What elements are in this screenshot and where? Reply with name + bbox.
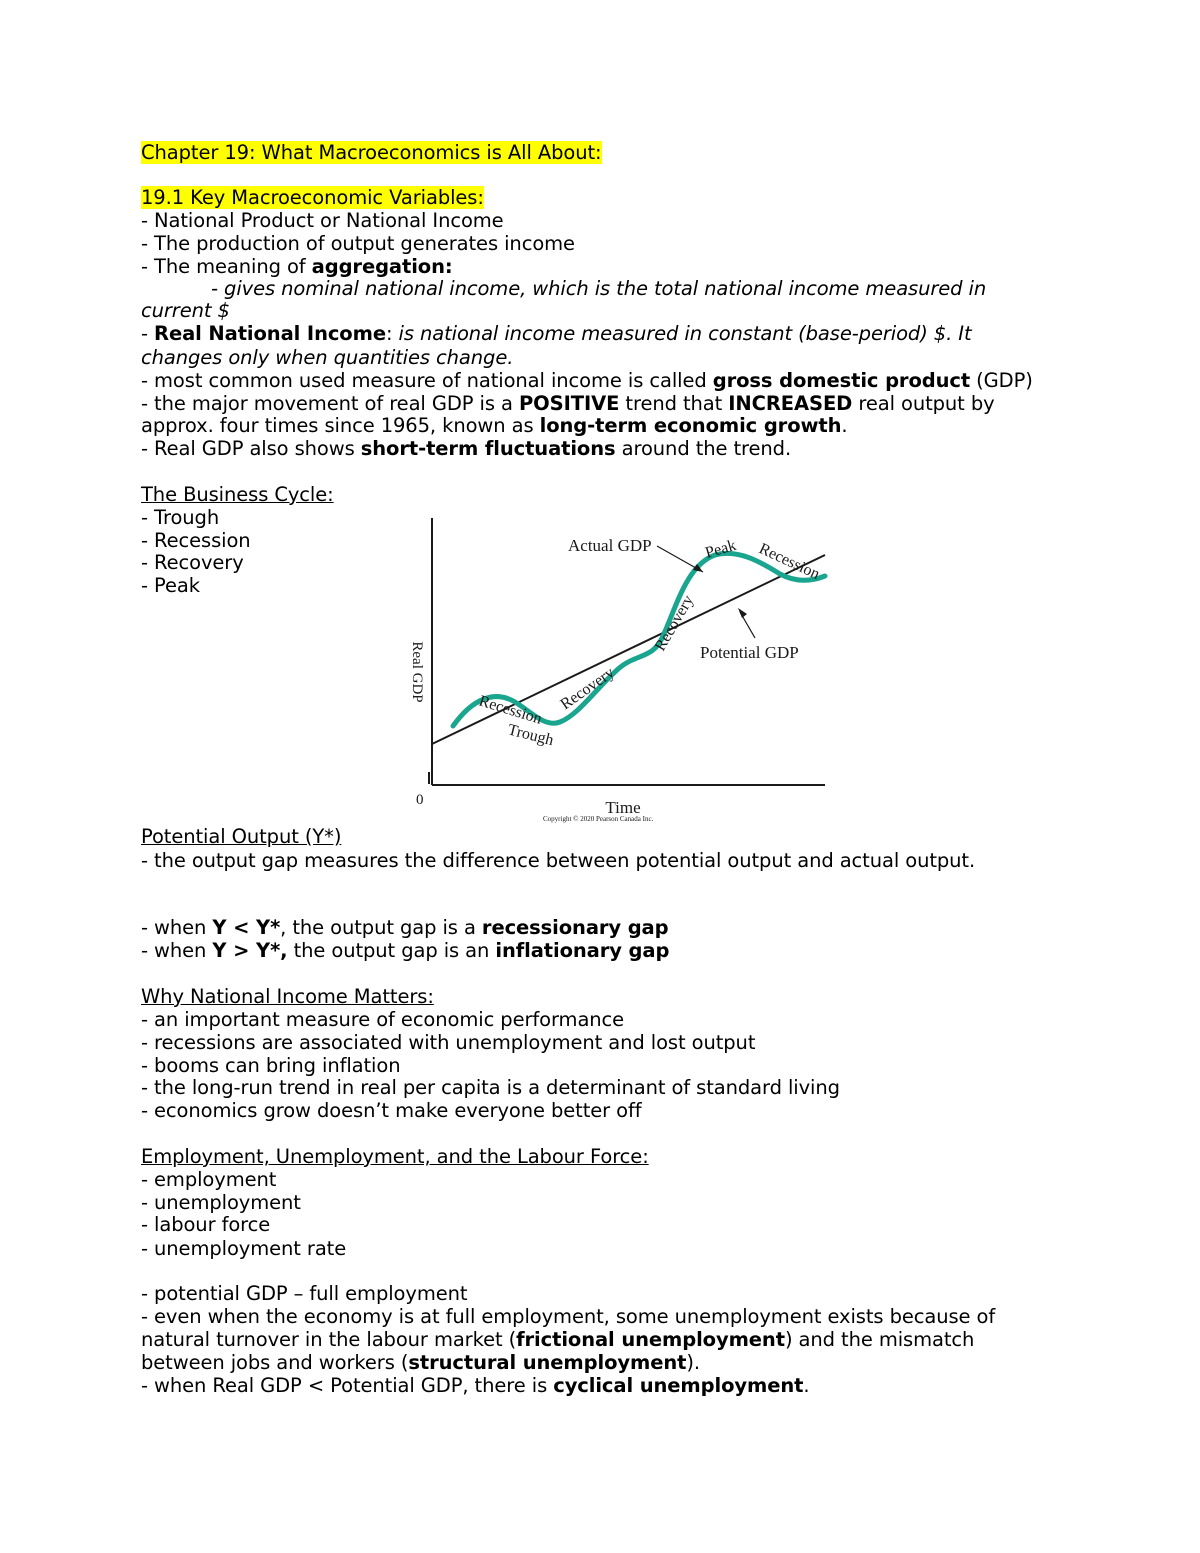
- list-item: - Real National Income: is national income measured in constant (base-period) $. It: [141, 322, 972, 345]
- list-item: - employment: [141, 1168, 277, 1191]
- list-item: - most common used measure of national income is called gross domestic product (GDP): [141, 369, 1033, 392]
- list-item: - when Real GDP < Potential GDP, there is cyclical unemployment.: [141, 1374, 810, 1397]
- annotation-recession-1: Recession: [476, 692, 544, 728]
- list-item: - booms can bring inflation: [141, 1054, 401, 1077]
- list-item: - National Product or National Income: [141, 209, 504, 232]
- list-item: - recessions are associated with unemployment and lost output: [141, 1031, 756, 1054]
- business-cycle-title: The Business Cycle:: [141, 483, 334, 506]
- list-item: - when Y < Y*, the output gap is a recessionary gap: [141, 916, 669, 939]
- list-item: between jobs and workers (structural unemployment).: [141, 1351, 700, 1374]
- employment-title: Employment, Unemployment, and the Labour Force:: [141, 1145, 649, 1168]
- list-item: natural turnover in the labour market (frictional unemployment) and the mismatch: [141, 1328, 975, 1351]
- list-item: current $: [141, 299, 230, 322]
- list-item: - the long-run trend in real per capita is a determinant of standard living: [141, 1076, 840, 1099]
- annotation-trough: Trough: [506, 721, 556, 750]
- list-item: - an important measure of economic performance: [141, 1008, 625, 1031]
- list-item: - unemployment: [141, 1191, 301, 1214]
- annotation-recovery-2: Recovery: [651, 592, 698, 654]
- x-axis-label: Time: [605, 798, 641, 817]
- annotation-recovery-1: Recovery: [557, 664, 618, 714]
- list-item: - Real GDP also shows short-term fluctuations around the trend.: [141, 437, 792, 460]
- annotation-recession-2: Recession: [756, 540, 823, 584]
- list-item: - Trough: [141, 506, 220, 529]
- list-item: - The production of output generates income: [141, 232, 575, 255]
- list-item: - Recession: [141, 529, 251, 552]
- list-item: - the output gap measures the difference between potential output and actual output.: [141, 849, 976, 872]
- list-item: - gives nominal national income, which is the total national income measured in: [211, 277, 987, 300]
- business-cycle-chart: [395, 510, 840, 825]
- origin-label: 0: [416, 792, 424, 808]
- why-matters-title: Why National Income Matters:: [141, 985, 434, 1008]
- arrowhead-icon: [738, 608, 747, 618]
- list-item: changes only when quantities change.: [141, 346, 514, 369]
- list-item: - even when the economy is at full employment, some unemployment exists because of: [141, 1305, 996, 1328]
- potential-gdp-label: Potential GDP: [700, 643, 799, 662]
- copyright-text: Copyright © 2020 Pearson Canada Inc.: [543, 815, 654, 823]
- potential-output-title: Potential Output (Y*): [141, 825, 342, 848]
- list-item: - potential GDP – full employment: [141, 1282, 468, 1305]
- list-item: - The meaning of aggregation:: [141, 255, 453, 278]
- chapter-heading: Chapter 19: What Macroeconomics is All About:: [141, 141, 602, 164]
- list-item: - unemployment rate: [141, 1237, 347, 1260]
- list-item: - Peak: [141, 574, 200, 597]
- list-item: - labour force: [141, 1213, 271, 1236]
- section-title: 19.1 Key Macroeconomic Variables:: [141, 186, 484, 209]
- list-item: - Recovery: [141, 551, 244, 574]
- annotation-peak: Peak: [703, 536, 739, 562]
- list-item: - when Y > Y*, the output gap is an inflationary gap: [141, 939, 670, 962]
- list-item: - the major movement of real GDP is a POSITIVE trend that INCREASED real output by: [141, 392, 995, 415]
- y-axis-label: Real GDP: [409, 641, 425, 703]
- actual-gdp-label: Actual GDP: [568, 536, 652, 555]
- list-item: - economics grow doesn’t make everyone better off: [141, 1099, 642, 1122]
- list-item: approx. four times since 1965, known as long-term economic growth.: [141, 414, 848, 437]
